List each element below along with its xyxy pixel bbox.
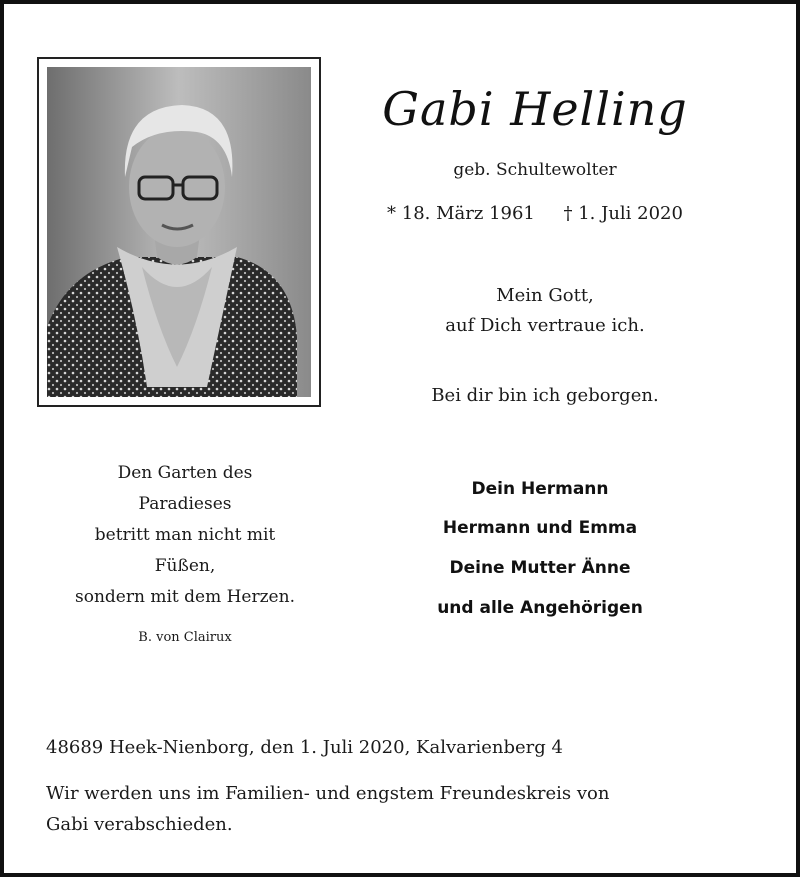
verse-line-3: Bei dir bin ich geborgen. [431, 385, 659, 406]
quote-author: B. von Clairux [138, 630, 232, 645]
verse-line-1: Mein Gott, [496, 285, 594, 306]
portrait-photo [47, 67, 311, 397]
mourner-line-3: Deine Mutter Änne [449, 558, 631, 578]
notice-line-2: Gabi verabschieden. [46, 814, 233, 835]
quote-line-4: Füßen, [154, 556, 216, 576]
quote-line-3: betritt man nicht mit [94, 525, 276, 545]
deceased-name: Gabi Helling [382, 82, 688, 136]
quote-line-5: sondern mit dem Herzen. [75, 587, 295, 607]
birth-name: geb. Schultewolter [453, 160, 617, 180]
portrait-frame [37, 57, 321, 407]
mourner-line-2: Hermann und Emma [442, 518, 638, 538]
quote-line-2: Paradieses [138, 494, 232, 514]
quote-line-1: Den Garten des [117, 463, 253, 483]
mourner-line-1: Dein Hermann [471, 479, 609, 499]
address-line: 48689 Heek-Nienborg, den 1. Juli 2020, Kalvarienberg 4 [46, 737, 563, 758]
notice-line-1: Wir werden uns im Familien- und engstem Freundeskreis von [46, 783, 610, 804]
verse-line-2: auf Dich vertraue ich. [445, 315, 645, 336]
life-dates: * 18. März 1961 † 1. Juli 2020 [387, 203, 683, 224]
mourner-line-4: und alle Angehörigen [437, 598, 643, 618]
